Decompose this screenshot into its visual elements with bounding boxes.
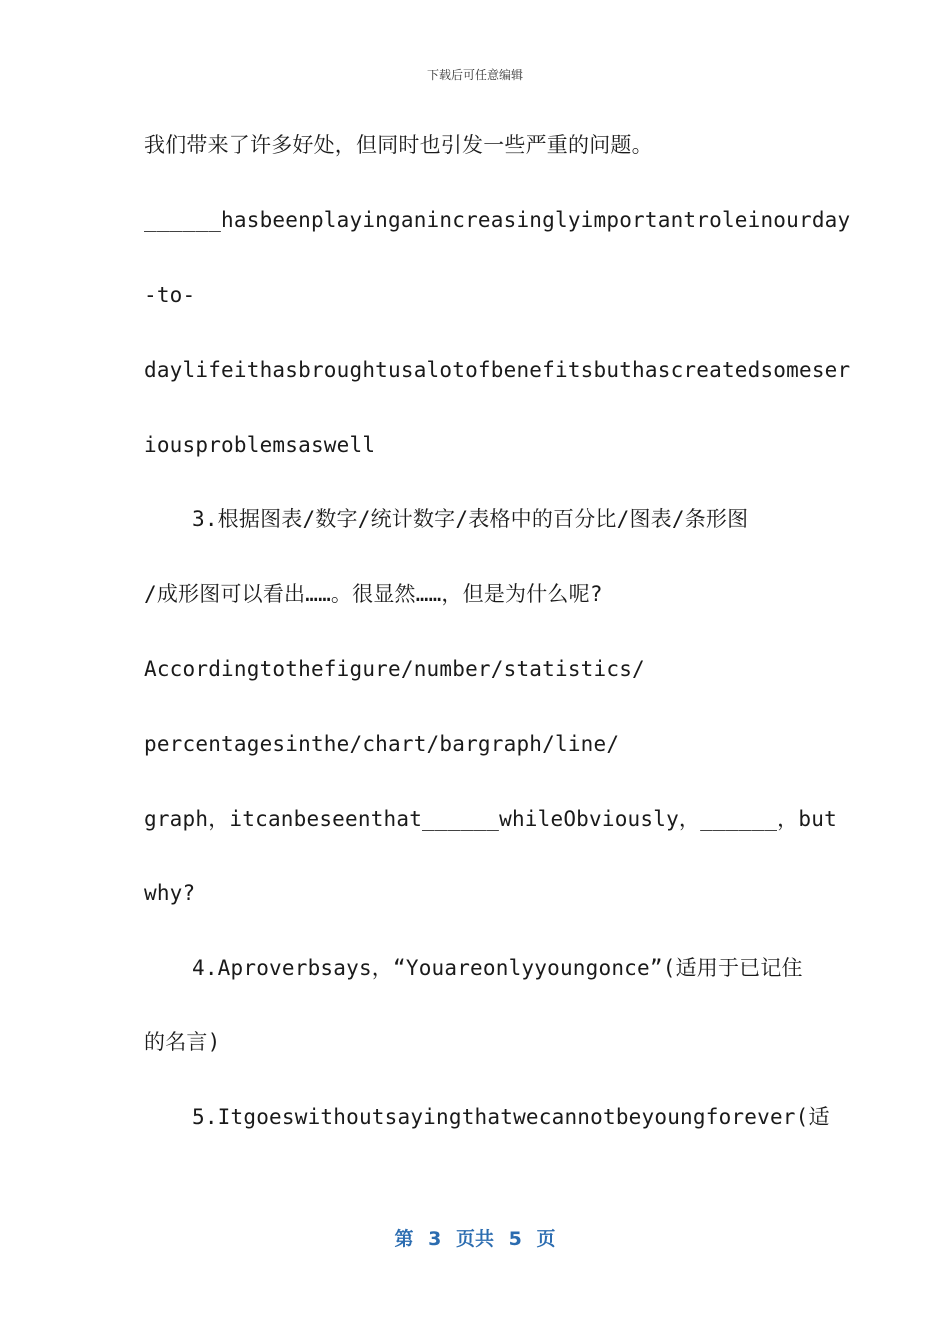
- page-number-footer: 第 3 页共 5 页: [394, 1228, 556, 1250]
- text-line-10: graph，itcanbeseenthat______whileObviously，______，but: [144, 807, 837, 831]
- text-line-2: ______hasbeenplayinganincreasinglyimportantroleinourday: [144, 208, 851, 232]
- text-line-12: 4.Aproverbsays，“Youareonlyyoungonce”(适用于已记住: [192, 956, 803, 980]
- text-line-11: why?: [144, 881, 196, 905]
- text-line-7: /成形图可以看出……。很显然……，但是为什么呢?: [144, 582, 603, 606]
- text-line-14: 5.Itgoeswithoutsayingthatwecannotbeyoungforever(适: [192, 1105, 830, 1129]
- text-line-13: 的名言): [144, 1030, 221, 1054]
- text-line-3: -to-: [144, 283, 196, 307]
- text-line-6: 3.根据图表/数字/统计数字/表格中的百分比/图表/条形图: [192, 507, 749, 531]
- text-line-8: Accordingtothefigure/number/statistics/: [144, 657, 645, 681]
- page-header-note: 下载后可任意编辑: [426, 68, 523, 82]
- text-line-1: 我们带来了许多好处，但同时也引发一些严重的问题。: [144, 133, 653, 157]
- text-line-5: iousproblemsaswell: [144, 433, 376, 457]
- text-line-4: daylifeithasbroughtusalotofbenefitsbuthascreatedsomeser: [144, 358, 851, 382]
- text-line-9: percentagesinthe/chart/bargraph/line/: [144, 732, 620, 756]
